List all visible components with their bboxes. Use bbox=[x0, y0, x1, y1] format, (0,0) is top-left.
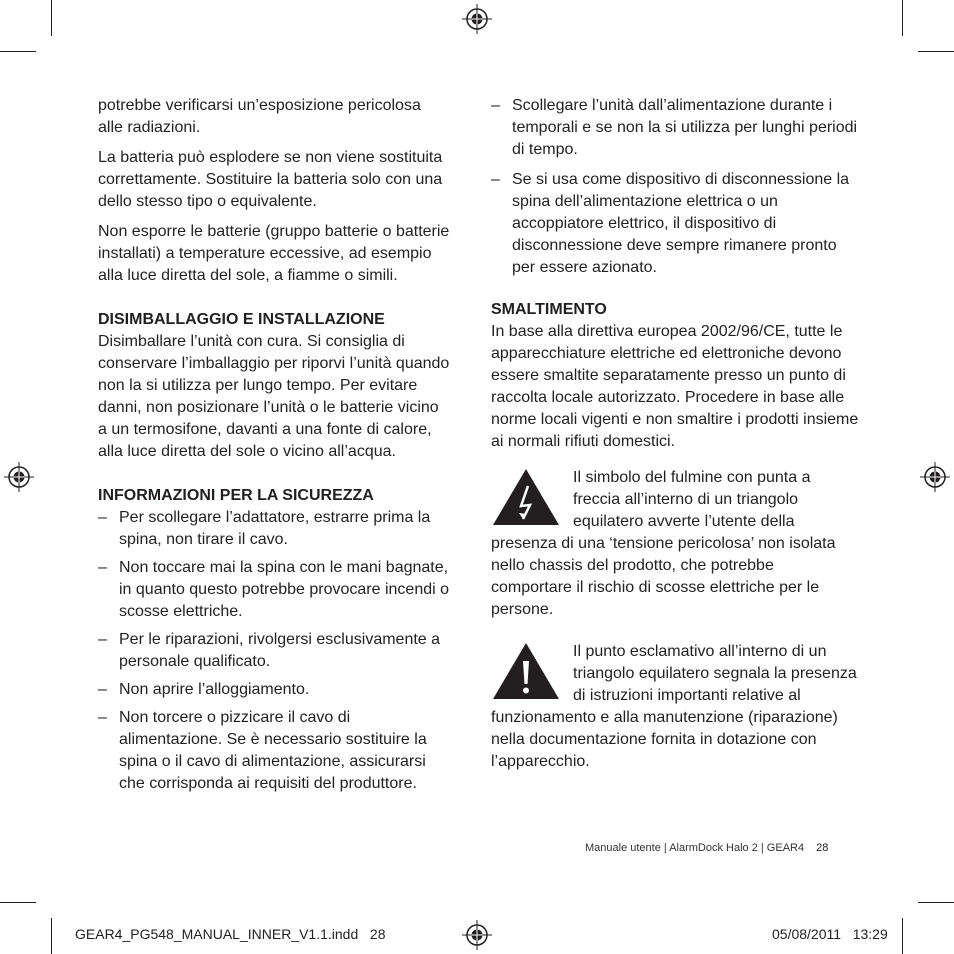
footer-text: Manuale utente | AlarmDock Halo 2 | GEAR4 bbox=[585, 842, 805, 854]
list-item: – Se si usa come dispositivo di disconnessione la spina dell’alimentazione elettrica o un accoppiatore elettrico, il dispositivo di disconnessione deve sempre rimanere pronto per essere azionato. bbox=[491, 169, 859, 279]
unpacking-heading: DISIMBALLAGGIO E INSTALLAZIONE bbox=[98, 311, 385, 328]
intro-paragraph: potrebbe verificarsi un’esposizione pericolosa alle radiazioni. bbox=[98, 97, 421, 136]
registration-mark-icon bbox=[920, 462, 950, 492]
disposal-section bbox=[491, 299, 859, 453]
exclamation-warning-block bbox=[491, 641, 859, 773]
running-footer bbox=[585, 842, 828, 854]
safety-list bbox=[98, 507, 450, 795]
registration-mark-icon bbox=[462, 920, 492, 950]
list-item: – Per scollegare l’adattatore, estrarre prima la spina, non tirare il cavo. bbox=[98, 507, 450, 551]
safety-section bbox=[98, 485, 450, 795]
safety-list-continued bbox=[491, 95, 859, 279]
registration-mark-icon bbox=[462, 4, 492, 34]
unpacking-body: Disimballare l’unità con cura. Si consiglia di conservare l’imballaggio per riporvi l’unità quando non la si utilizza per lungo tempo. Per evitare danni, non posizionare l’unità o le batterie vicino a un termosifone, davanti a una fonte di calore, alla luce diretta del sole o vicino all’acqua. bbox=[98, 333, 450, 460]
lightning-warning-text: Il simbolo del fulmine con punta a freccia all’interno di un triangolo equilatero avverte l’utente della presenza di una ‘tensione pericolosa’ non isolata nello chassis del prodotto, che potrebbe comportare il rischio di scosse elettriche per le persone. bbox=[491, 469, 836, 618]
battery-heat-paragraph: Non esporre le batterie (gruppo batterie o batterie installati) a temperature eccessive, ad esempio alla luce diretta del sole, a fiamme o simili. bbox=[98, 223, 450, 284]
page-number: 28 bbox=[816, 842, 829, 854]
disposal-heading: SMALTIMENTO bbox=[491, 301, 607, 318]
list-item: – Non aprire l’alloggiamento. bbox=[98, 679, 450, 701]
crop-mark bbox=[51, 918, 52, 954]
crop-mark bbox=[902, 918, 903, 954]
exclamation-warning-icon bbox=[491, 641, 561, 701]
lightning-warning-icon bbox=[491, 467, 561, 527]
battery-paragraph: La batteria può esplodere se non viene sostituita correttamente. Sostituire la batteria solo con una dello stesso tipo o equivalente. bbox=[98, 149, 443, 210]
list-item: – Non torcere o pizzicare il cavo di alimentazione. Se è necessario sostituire la spina o il cavo di alimentazione, assicurarsi che corrisponda ai requisiti del produttore. bbox=[98, 707, 450, 795]
registration-mark-icon bbox=[4, 462, 34, 492]
exclamation-warning-text: Il punto esclamativo all’interno di un triangolo equilatero segnala la presenza di istruzioni importanti relative al funzionamento e alla manutenzione (riparazione) nella documentazione fornita in dotazione con l’apparecchio. bbox=[491, 643, 857, 770]
right-column bbox=[491, 95, 859, 773]
crop-mark bbox=[0, 51, 36, 52]
slug-datetime: 05/08/2011 13:29 bbox=[772, 926, 888, 942]
lightning-warning-block bbox=[491, 467, 859, 621]
crop-mark bbox=[918, 51, 954, 52]
list-item: – Per le riparazioni, rivolgersi esclusivamente a personale qualificato. bbox=[98, 629, 450, 673]
unpacking-section bbox=[98, 309, 450, 463]
crop-mark bbox=[918, 902, 954, 903]
disposal-body: In base alla direttiva europea 2002/96/CE, tutte le apparecchiature elettriche ed elettroniche devono essere smaltite separatamente presso un punto di raccolta locale autorizzato. Procedere in base alle norme locali vigenti e non smaltire i prodotti insieme ai normali rifiuti domestici. bbox=[491, 323, 859, 450]
crop-mark bbox=[0, 902, 36, 903]
list-item: – Scollegare l’unità dall’alimentazione durante i temporali e se non la si utilizza per lunghi periodi di tempo. bbox=[491, 95, 859, 161]
crop-mark bbox=[51, 0, 52, 36]
safety-heading: INFORMAZIONI PER LA SICUREZZA bbox=[98, 487, 374, 504]
left-column bbox=[98, 95, 450, 801]
slug-filename: GEAR4_PG548_MANUAL_INNER_V1.1.indd 28 bbox=[75, 926, 386, 942]
crop-mark bbox=[902, 0, 903, 36]
list-item: – Non toccare mai la spina con le mani bagnate, in quanto questo potrebbe provocare incendi o scosse elettriche. bbox=[98, 557, 450, 623]
